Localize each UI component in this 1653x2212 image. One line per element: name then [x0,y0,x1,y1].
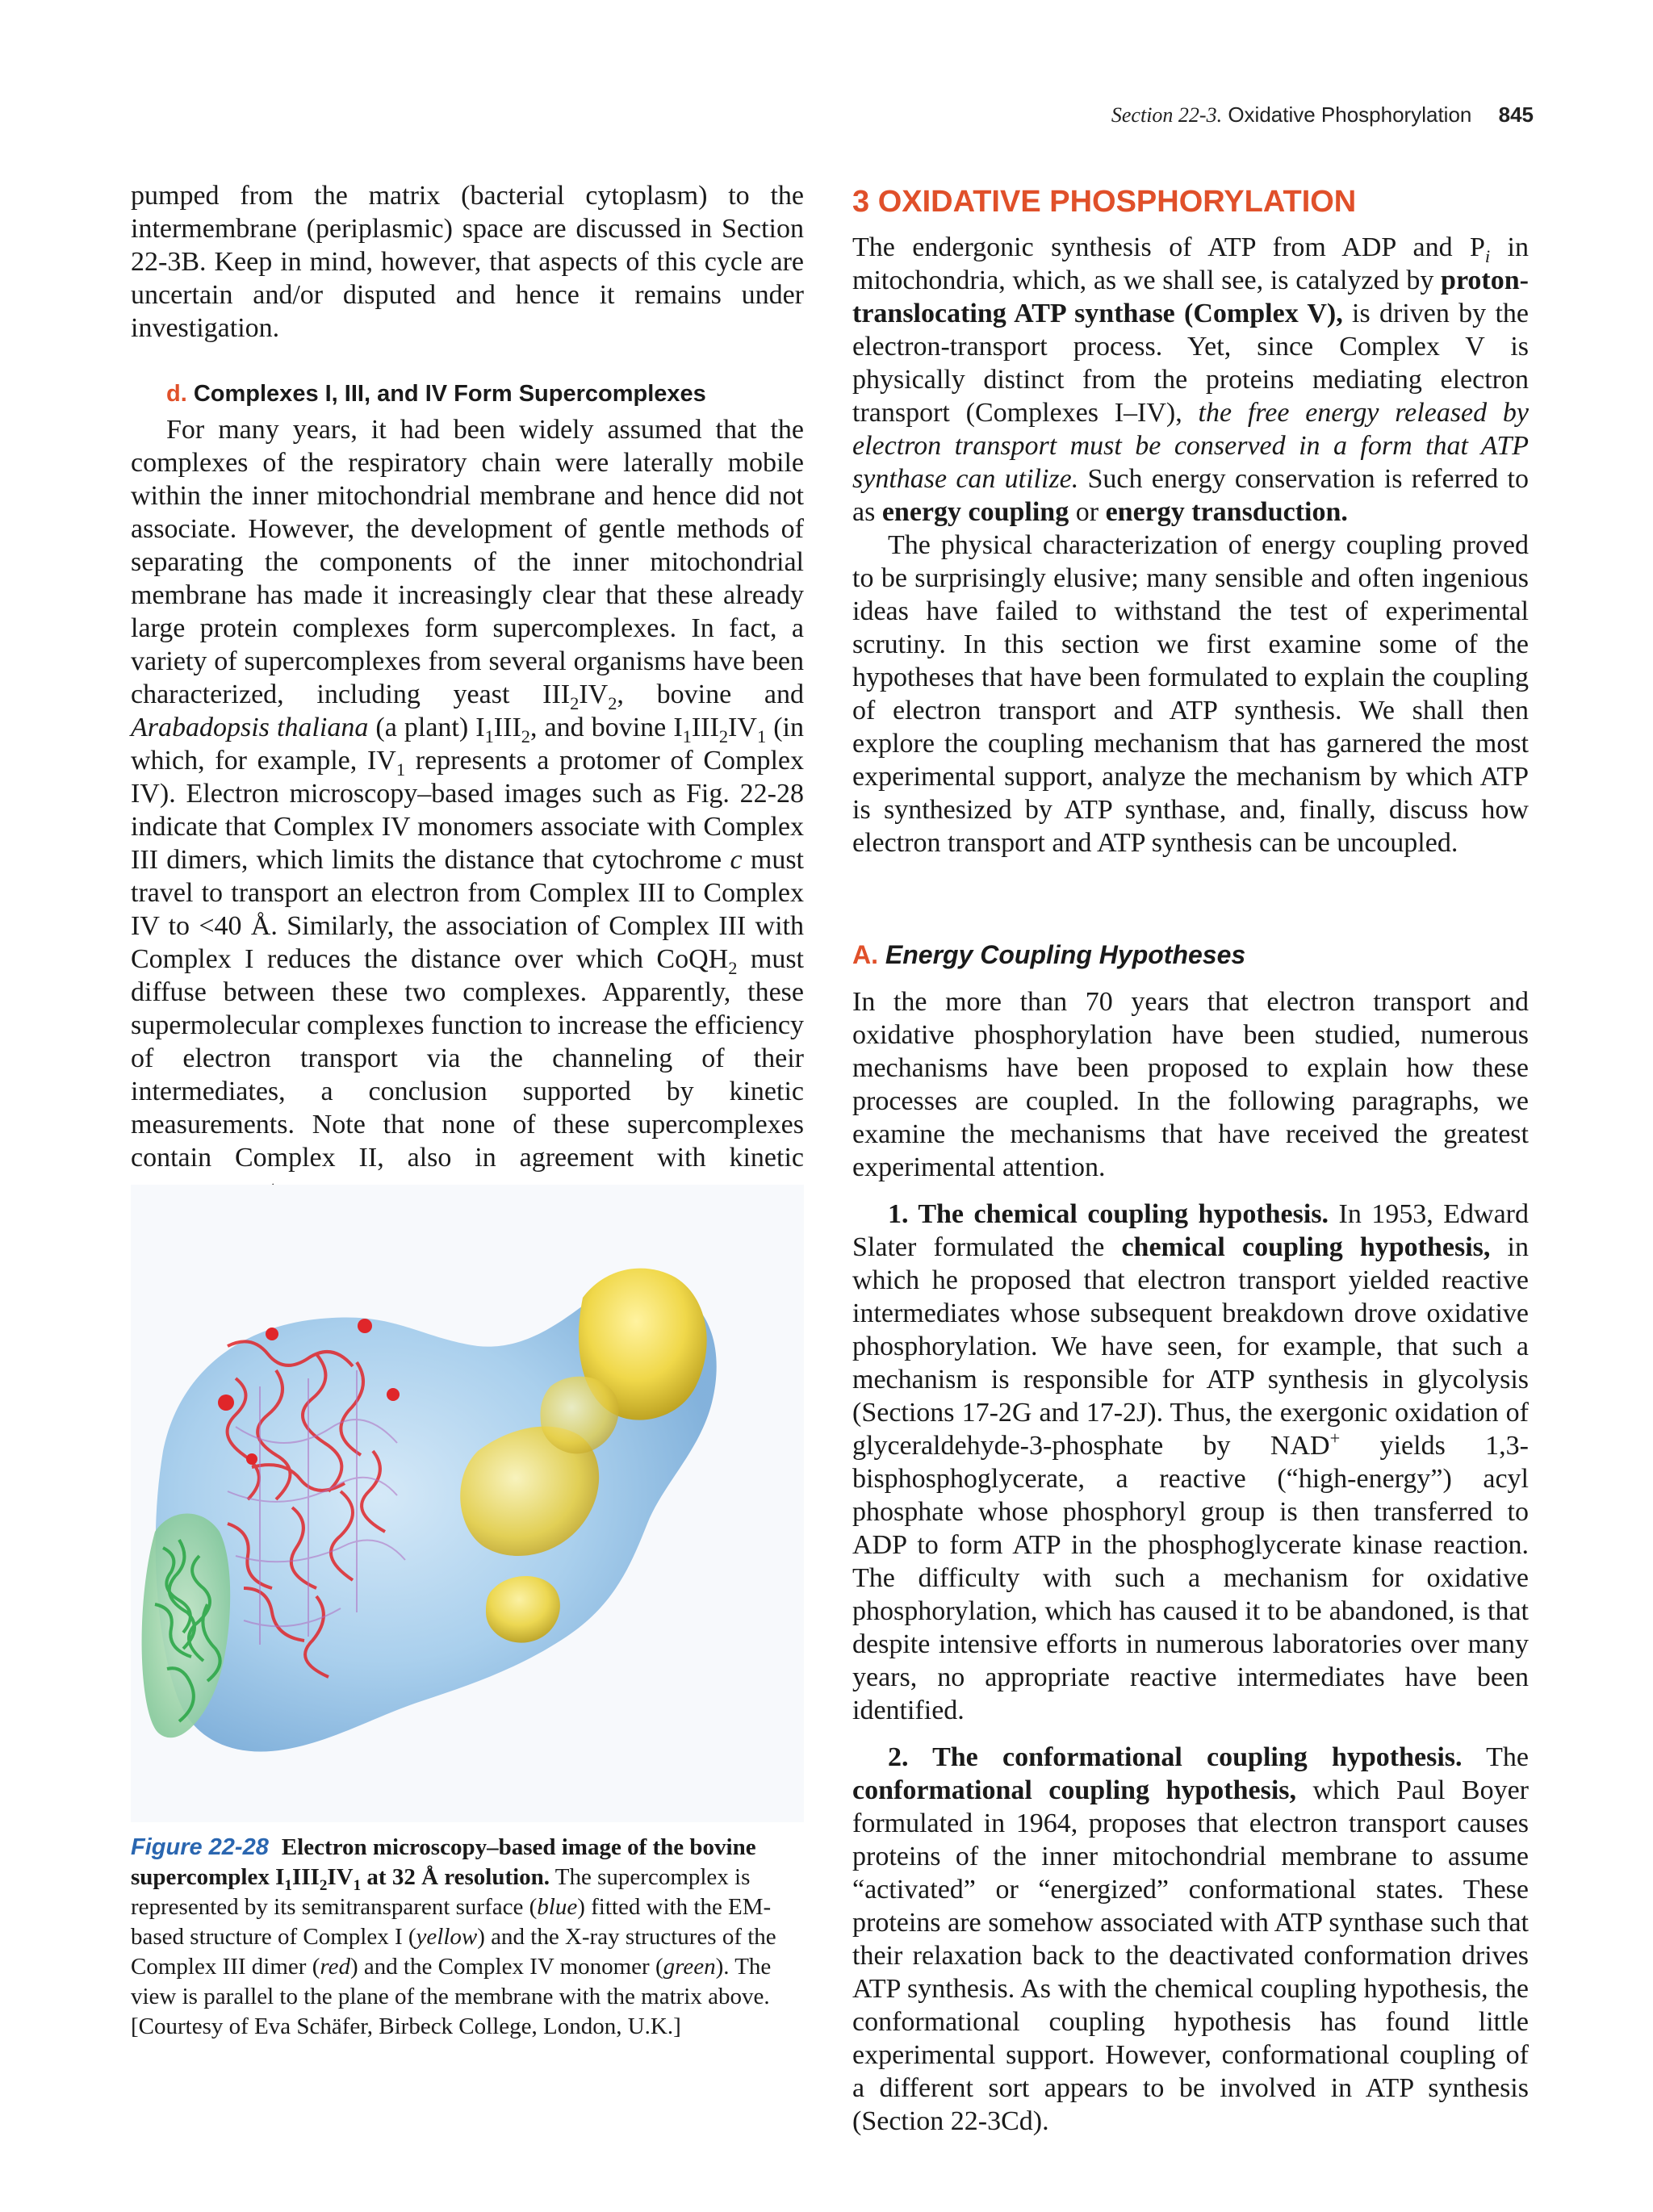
subsection-heading-a [852,939,1529,971]
hypothesis-1-text: In 1953, Edward Slater formulated the chemical coupling hypothesis, in which he proposed that electron transport yielded reactive intermediates whose subsequent breakdown drove oxidative phosphorylation. We have seen, for example, that such a mechanism is responsible for ATP synthesis in glycolysis (Sections 17-2G and 17-2J). Thus, the exergonic oxidation of glyceraldehyde-3-phosphate by NAD+ yields 1,3-bisphosphoglycerate, a reactive (“high-energy”) acyl phosphate whose phosphoryl group is then transferred to ADP to form ATP in the phosphoglycerate kinase reaction. The difficulty with such a mechanism for oxidative phosphorylation, which has caused it to be abandoned, is that despite intensive efforts in numerous laboratories over many years, no appropriate reactive intermediates have been identified. [852,1199,1530,1725]
subsection-letter-a: A. [852,940,878,969]
hypothesis-2-text: The conformational coupling hypothesis, which Paul Boyer formulated in 1964, proposes that electron transport causes proteins of the inner mitochondrial membrane to assume “activated” or “energized” conformational states. These proteins are somehow associated with ATP synthase such that their relaxation back to the deactivated conformation drives ATP synthesis. As with the chemical coupling hypothesis, the conformational coupling hypothesis has found little experimental support. However, conformational coupling of a different sort appears to be involved in ATP synthesis (Section 22-3Cd). [852,1742,1530,2136]
figure-label: Figure 22-28 [131,1834,269,1860]
hypothesis-1 [852,1198,1529,1727]
spacer [852,1727,1529,1741]
figure-caption [131,1833,804,2042]
figure-caption-body: The supercomplex is represented by its semitransparent surface (blue) fitted with the EM-based structure of Complex I (yellow) and the X-ray structures of the Complex III dimer (red) and the Complex IV monomer (green). The view is parallel to the plane of the membrane with the matrix above. [Courtesy of Eva Schäfer, Birbeck College, London, U.K.] [131,1864,776,2039]
hypothesis-2-lead: 2. The conformational coupling hypothesis. [888,1742,1463,1772]
left-column [131,179,804,1207]
running-header [1111,102,1534,128]
right-paragraph-2: The physical characterization of energy coupling proved to be surprisingly elusive; many sensible and often ingenious ideas have failed to withstand the test of experimental scrutiny. In this section we first examine some of the hypotheses that have been formulated to explain the coupling of electron transport and ATP synthesis. We shall then explore the coupling mechanism that has garnered the most experimental support, analyze the mechanism by which ATP is synthesized by ATP synthase, and, finally, discuss how electron transport and ATP synthesis can be uncoupled. [852,530,1529,858]
right-paragraph-3: In the more than 70 years that electron transport and oxidative phosphorylation have been studied, numerous mechanisms have been proposed to explain how these processes are coupled. In the following paragraphs, we examine the mechanisms that have received the greatest experimental attention. [852,987,1529,1182]
subsection-title-d: Complexes I, III, and IV Form Supercomplexes [193,381,706,407]
supercomplex-figure [131,1185,804,1822]
section-heading: 3 OXIDATIVE PHOSPHORYLATION [852,185,1357,219]
right-paragraph-1: The endergonic synthesis of ATP from ADP and $P_i$ in mitochondria, which, as we shall see, is catalyzed by proton-translocating ATP synthase (Complex V), is driven by the electron-transport process. Yet, since Complex V is physically distinct from the proteins mediating electron transport (Complexes I–IV), the free energy released by electron transport must be conserved in a form that ATP synthase can utilize. Such energy conservation is referred to as energy coupling or energy transduction. [852,232,1530,527]
subsection-heading-d [131,378,804,410]
header-title: Oxidative Phosphorylation [1228,102,1472,127]
subsection-letter-d: d. [166,381,187,407]
left-paragraph-2: For many years, it had been widely assumed that the complexes of the respiratory chain were laterally mobile within the inner mitochondrial membrane and hence did not associate. However, the development of gentle methods of separating the components of the inner mitochondrial membrane has made it increasingly clear that these already large protein complexes form supercomplexes. In fact, a variety of supercomplexes from several organisms have been characterized, including yeast $III_2IV_2$, bovine and Arabadopsis thaliana (a plant) $I_1III_2$, and bovine $I_1III_2IV_1$ (in which, for example, $IV_1$ represents a protomer of Complex IV). Electron microscopy–based images such as Fig. 22-28 indicate that Complex IV monomers associate with Complex III dimers, which limits the distance that cytochrome c must travel to transport an electron from Complex III to Complex IV to <40 Å. Similarly, the association of Complex III with Complex I reduces the distance over which CoQH$_2$ must diffuse between these two complexes. Apparently, these supermolecular complexes function to increase the efficiency of electron transport via the channeling of their intermediates, a conclusion supported by kinetic measurements. Note that none of these supercomplexes contain Complex II, also in agreement with kinetic [131,415,804,1173]
subsection-title-a: Energy Coupling Hypotheses [885,940,1246,969]
page-number: 845 [1498,102,1534,127]
hypothesis-2 [852,1741,1529,2138]
hypothesis-1-lead: 1. The chemical coupling hypothesis. [888,1199,1329,1229]
left-paragraph-1: pumped from the matrix (bacterial cytoplasm) to the intermembrane (periplasmic) space are discussed in Section 22-3B. Keep in mind, however, that aspects of this cycle are uncertain and/or disputed and hence it remains under investigation. [131,181,804,343]
right-column [852,179,1529,2138]
figure-caption-title: Electron microscopy–based image of the bovine supercomplex $I_1III_2IV_1$ at 32 Å resolution. [131,1834,756,1894]
spacer [852,859,1529,939]
header-section: Section 22-3. [1111,103,1223,127]
spacer [852,1184,1529,1198]
